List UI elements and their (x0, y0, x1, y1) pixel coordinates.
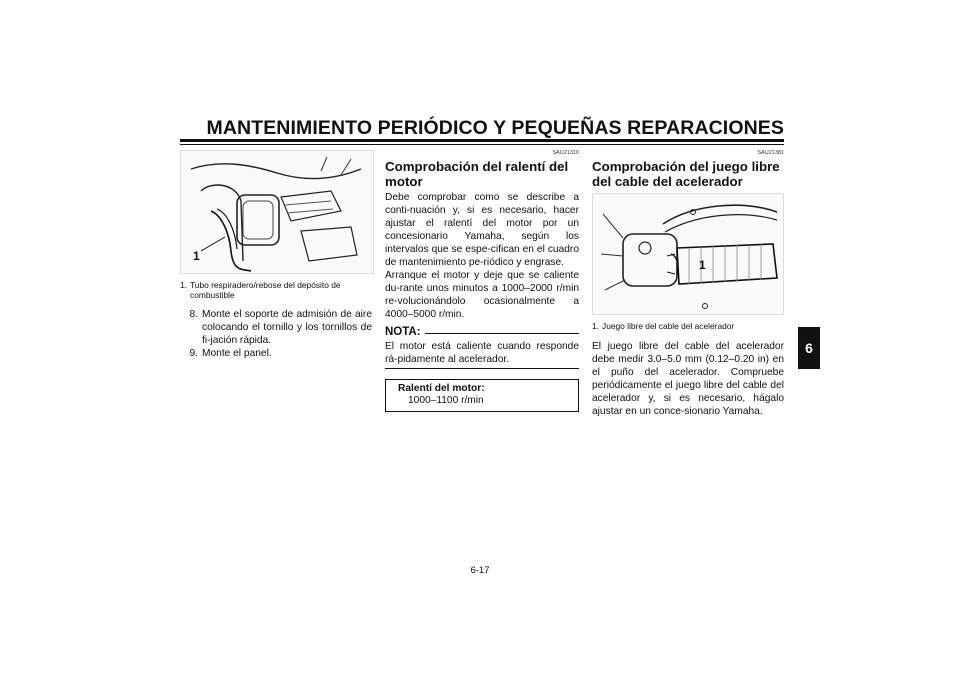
list-item: 9. Monte el panel. (189, 348, 272, 359)
spec-value: 1000–1100 r/min (408, 395, 484, 406)
chapter-tab: 6 (798, 327, 820, 369)
note-text: El motor está caliente cuando responde rá-pidamente al acelerador. (385, 341, 579, 365)
figure-caption: 1. Tubo respiradero/rebose del depósito de combustible (180, 280, 341, 300)
header-rule (180, 139, 784, 142)
note-end-rule (385, 368, 579, 369)
throttle-figure (592, 193, 784, 315)
throttle-grip-illustration-icon (593, 194, 783, 314)
step-list (180, 308, 372, 360)
spec-title: Ralentí del motor: (398, 383, 485, 394)
header-rule-thin (180, 144, 784, 145)
paragraph: Debe comprobar como se describe a conti-nuación y, si es necesario, hacer ajustar el ralentí del motor por un concesionario Yamaha, según los intervalos que se espe-cifican en el cuadro de mantenimiento pe-riódico y engrase. (385, 192, 579, 268)
engine-illustration-icon (181, 151, 373, 273)
figure-callout: 1 (699, 258, 706, 272)
note-rule (425, 332, 579, 334)
paragraph: Arranque el motor y deje que se caliente du-rante unos minutos a 1000–2000 r/min re-volucionándolo ocasionalmente a 4000–5000 r/min. (385, 270, 579, 320)
figure-callout: 1 (193, 249, 200, 263)
figure-caption: 1. Juego libre del cable del acelerador (592, 321, 735, 331)
left-column (180, 150, 372, 360)
section-title: Comprobación del ralentí del motor (385, 159, 569, 189)
right-column (592, 150, 784, 418)
page-number: 6-17 (470, 565, 490, 576)
paragraph: El juego libre del cable del acelerador debe medir 3.0–5.0 mm (0.12–0.20 in) en el puño del acelerador. Compruebe periódicamente el juego libre del cable del acelerador y, si es necesario, hágalo ajustar en un conce-sionario Yamaha. (592, 341, 784, 417)
middle-column (385, 150, 579, 412)
breather-tube-figure (180, 150, 374, 274)
note-header (385, 326, 579, 338)
note-label: NOTA: (385, 326, 421, 338)
section-title: Comprobación del juego libre del cable del acelerador (592, 159, 780, 189)
section-code: SAU21381 (757, 150, 784, 156)
spec-box (385, 379, 579, 412)
section-code: SAU21310 (552, 150, 579, 156)
page-title: MANTENIMIENTO PERIÓDICO Y PEQUEÑAS REPARACIONES (206, 117, 784, 139)
list-item: 8. Monte el soporte de admisión de aire colocando el tornillo y los tornillos de fi-jación rápida. (189, 309, 372, 346)
